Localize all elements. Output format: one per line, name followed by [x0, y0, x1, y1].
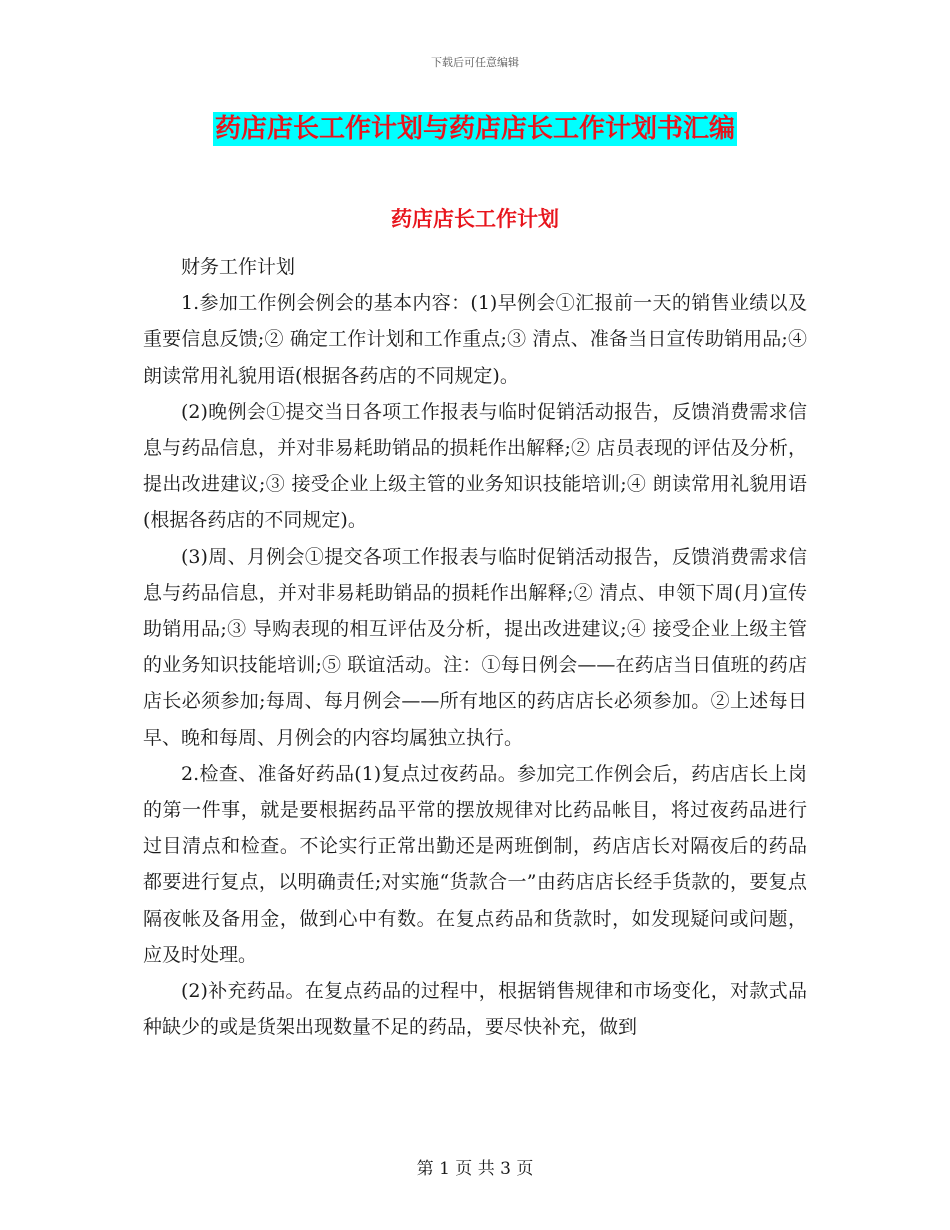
paragraph: (3)周、月例会①提交各项工作报表与临时促销活动报告，反馈消费需求信息与药品信息，并对非易耗助销品的损耗作出解释;② 清点、申领下周(月)宣传助销用品;③ 导购表现的相互评估及分析，提出改进建议;④ 接受企业上级主管的业务知识技能培训;⑤ 联谊活动。注：①每日例会——在药店当日值班的药店店长必须参加;每周、每月例会——所有地区的药店店长必须参加。②上述每日早、晚和每周、月例会的内容均属独立执行。 [143, 545, 807, 749]
document-title-container [0, 112, 950, 146]
document-title: 药店店长工作计划与药店店长工作计划书汇编 [214, 114, 735, 144]
paragraph: 1.参加工作例会例会的基本内容：(1)早例会①汇报前一天的销售业绩以及重要信息反馈;② 确定工作计划和工作重点;③ 清点、准备当日宣传助销用品;④ 朗读常用礼貌用语(根据各药店的不同规定)。 [143, 292, 807, 387]
paragraph: 财务工作计划 [181, 256, 296, 278]
paragraph: (2)晚例会①提交当日各项工作报表与临时促销活动报告，反馈消费需求信息与药品信息，并对非易耗助销品的损耗作出解释;② 店员表现的评估及分析，提出改进建议;③ 接受企业上级主管的业务知识技能培训;④ 朗读常用礼貌用语(根据各药店的不同规定)。 [143, 400, 807, 532]
section-title: 药店店长工作计划 [391, 207, 559, 231]
paragraph: (2)补充药品。在复点药品的过程中，根据销售规律和市场变化，对款式品种缺少的或是货架出现数量不足的药品，要尽快补充，做到 [143, 980, 807, 1039]
paragraph: 2.检查、准备好药品(1)复点过夜药品。参加完工作例会后，药店店长上岗的第一件事，就是要根据药品平常的摆放规律对比药品帐目，将过夜药品进行过目清点和检查。不论实行正常出勤还是两班倒制，药店店长对隔夜后的药品都要进行复点，以明确责任;对实施“货款合一”由药店店长经手货款的，要复点隔夜帐及备用金，做到心中有数。在复点药品和货款时，如发现疑问或问题，应及时处理。 [143, 762, 807, 966]
page-number: 第 1 页 共 3 页 [416, 1159, 534, 1179]
document-body [143, 249, 807, 1045]
header-note: 下载后可任意编辑 [431, 56, 519, 69]
page-footer [0, 1154, 950, 1179]
